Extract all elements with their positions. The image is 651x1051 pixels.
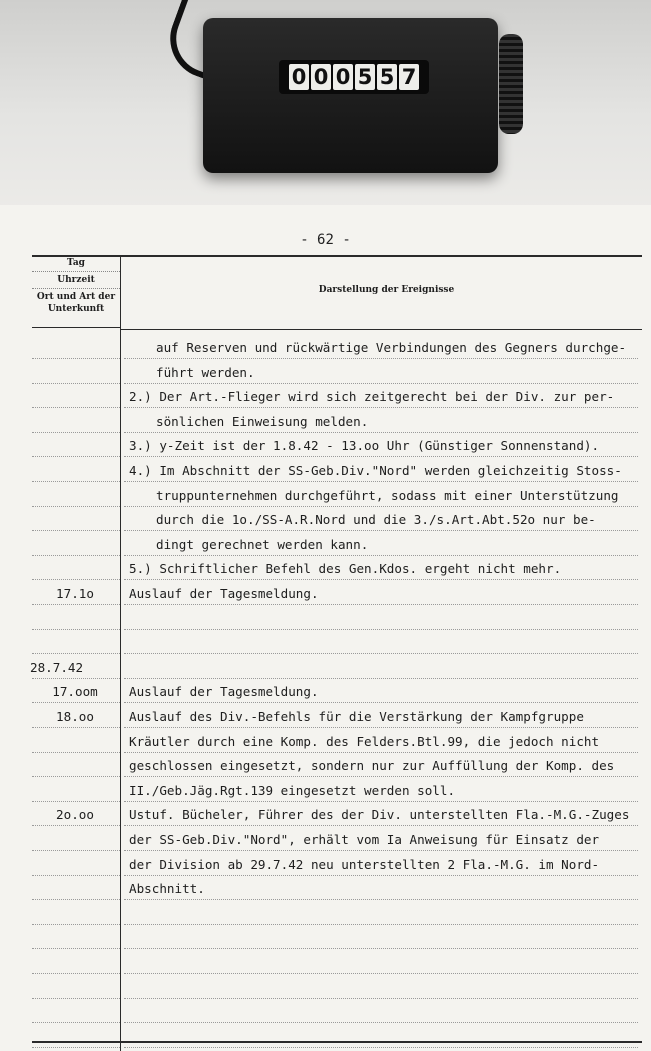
- page-number: - 62 -: [300, 232, 351, 248]
- counter-window: [279, 60, 429, 94]
- table-row: [32, 336, 651, 360]
- row-time: 17.1o: [56, 586, 94, 601]
- row-dotted-rule: [32, 801, 120, 802]
- row-text: geschlossen eingesetzt, sondern nur zur Auffüllung der Komp. des: [129, 758, 615, 774]
- counter-digit: 0: [333, 64, 353, 90]
- row-dotted-rule: [32, 850, 120, 851]
- table-row: [32, 385, 651, 409]
- blank-dotted-rule: [32, 973, 120, 974]
- row-dotted-rule: [124, 579, 638, 580]
- row-text: 4.) Im Abschnitt der SS-Geb.Div."Nord" werden gleichzeitig Stoss-: [129, 463, 622, 478]
- row-text: 5.) Schriftlicher Befehl des Gen.Kdos. ergeht nicht mehr.: [129, 561, 562, 577]
- row-dotted-rule: [32, 727, 120, 728]
- row-dotted-rule: [32, 530, 120, 531]
- row-text: der Division ab 29.7.42 neu unterstellten 2 Fla.-M.G. im Nord-: [129, 856, 600, 872]
- row-dotted-rule: [32, 653, 120, 654]
- row-dotted-rule: [32, 579, 120, 580]
- row-dotted-rule: [124, 825, 638, 826]
- page-bottom-rule: [32, 1041, 642, 1043]
- row-time: 17.oom: [52, 684, 98, 700]
- table-row: [32, 582, 651, 606]
- row-text: durch die 1o./SS-A.R.Nord und die 3./s.Art.Abt.52o nur be-: [156, 512, 596, 528]
- row-dotted-rule: [124, 456, 638, 457]
- row-text: Kräutler durch eine Komp. des Felders.Btl.99, die jedoch nicht: [129, 733, 600, 749]
- table-row: [32, 754, 651, 778]
- row-dotted-rule: [124, 555, 638, 556]
- header-bottom-rule: [32, 327, 121, 328]
- header-bottom-rule-right: [121, 329, 642, 330]
- row-dotted-rule: [32, 383, 120, 384]
- row-dotted-rule: [32, 604, 120, 605]
- row-dotted-rule: [124, 899, 638, 900]
- row-dotted-rule: [124, 776, 638, 777]
- blank-dotted-rule: [124, 973, 638, 974]
- table-row: [32, 434, 651, 458]
- header-uhrzeit: Uhrzeit: [32, 272, 120, 289]
- table-row: [32, 631, 651, 655]
- table-row: [32, 459, 651, 483]
- row-dotted-rule: [32, 776, 120, 777]
- table-row: [32, 730, 651, 754]
- row-text: Abschnitt.: [129, 881, 205, 897]
- blank-dotted-rule: [124, 998, 638, 999]
- row-text: Auslauf der Tagesmeldung.: [129, 586, 319, 601]
- table-row: [32, 853, 651, 877]
- row-dotted-rule: [124, 481, 638, 482]
- header-right-column: Darstellung der Ereignisse: [318, 285, 455, 295]
- row-dotted-rule: [124, 850, 638, 851]
- row-text: Auslauf der Tagesmeldung.: [129, 684, 319, 700]
- table-row: [32, 803, 651, 827]
- table-row: [32, 410, 651, 434]
- header-ort: Ort und Art der Unterkunft: [36, 292, 116, 314]
- row-dotted-rule: [32, 481, 120, 482]
- row-text: 2.) Der Art.-Flieger wird sich zeitgerecht bei der Div. zur per-: [129, 389, 615, 405]
- row-dotted-rule: [124, 653, 638, 654]
- blank-dotted-rule: [32, 924, 120, 925]
- table-row: [32, 680, 651, 704]
- row-dotted-rule: [32, 752, 120, 753]
- row-dotted-rule: [32, 456, 120, 457]
- row-time: 28.7.42: [30, 659, 84, 675]
- row-dotted-rule: [32, 555, 120, 556]
- row-dotted-rule: [32, 702, 120, 703]
- row-text: sönlichen Einweisung melden.: [156, 413, 369, 429]
- row-dotted-rule: [32, 432, 120, 433]
- row-text: Ustuf. Bücheler, Führer des der Div. unterstellten Fla.-M.G.-Zuges: [129, 807, 630, 823]
- table-row: [32, 361, 651, 385]
- page-counter-device: [203, 18, 498, 173]
- row-dotted-rule: [124, 604, 638, 605]
- row-dotted-rule: [32, 407, 120, 408]
- row-dotted-rule: [124, 801, 638, 802]
- table-row: [32, 705, 651, 729]
- table-row: [32, 779, 651, 803]
- row-dotted-rule: [124, 727, 638, 728]
- row-dotted-rule: [124, 358, 638, 359]
- row-dotted-rule: [32, 875, 120, 876]
- counter-digit: 5: [377, 64, 397, 90]
- row-dotted-rule: [32, 678, 120, 679]
- row-dotted-rule: [124, 383, 638, 384]
- row-text: Auslauf des Div.-Befehls für die Verstärkung der Kampfgruppe: [129, 709, 584, 724]
- row-dotted-rule: [32, 358, 120, 359]
- blank-dotted-rule: [32, 948, 120, 949]
- row-dotted-rule: [124, 407, 638, 408]
- counter-digit: 0: [311, 64, 331, 90]
- row-dotted-rule: [124, 432, 638, 433]
- row-dotted-rule: [124, 702, 638, 703]
- blank-dotted-rule: [124, 948, 638, 949]
- row-dotted-rule: [124, 752, 638, 753]
- table-row: [32, 557, 651, 581]
- row-dotted-rule: [32, 506, 120, 507]
- counter-knob: [499, 34, 523, 134]
- row-dotted-rule: [124, 530, 638, 531]
- row-text: dingt gerechnet werden kann.: [156, 536, 369, 552]
- row-text: 3.) y-Zeit ist der 1.8.42 - 13.oo Uhr (Günstiger Sonnenstand).: [129, 438, 600, 454]
- blank-dotted-rule: [124, 1047, 638, 1048]
- row-dotted-rule: [32, 629, 120, 630]
- row-time: 2o.oo: [56, 807, 94, 823]
- header-tag: Tag: [32, 255, 120, 272]
- row-dotted-rule: [124, 629, 638, 630]
- row-text: führt werden.: [156, 364, 255, 380]
- counter-digit: 0: [289, 64, 309, 90]
- blank-dotted-rule: [32, 1047, 120, 1048]
- table-row: [32, 484, 651, 508]
- row-text: II./Geb.Jäg.Rgt.139 eingesetzt werden soll.: [129, 782, 456, 798]
- blank-dotted-rule: [32, 1022, 120, 1023]
- counter-digit: 5: [355, 64, 375, 90]
- row-text: der SS-Geb.Div."Nord", erhält vom Ia Anweisung für Einsatz der: [129, 832, 600, 847]
- blank-dotted-rule: [124, 924, 638, 925]
- blank-dotted-rule: [124, 1022, 638, 1023]
- table-row: [32, 656, 651, 680]
- row-text: truppunternehmen durchgeführt, sodass mit einer Unterstützung: [156, 487, 619, 503]
- table-row: [32, 828, 651, 852]
- row-dotted-rule: [32, 899, 120, 900]
- table-row: [32, 607, 651, 631]
- row-dotted-rule: [32, 825, 120, 826]
- row-dotted-rule: [124, 875, 638, 876]
- table-row: [32, 533, 651, 557]
- counter-digit: 7: [399, 64, 419, 90]
- header-top-rule: [32, 255, 642, 257]
- row-text: auf Reserven und rückwärtige Verbindungen des Gegners durchge-: [156, 340, 627, 355]
- document-page: [0, 205, 651, 1051]
- header-left-column: [32, 255, 120, 317]
- blank-dotted-rule: [32, 998, 120, 999]
- row-dotted-rule: [124, 678, 638, 679]
- table-row: [32, 877, 651, 901]
- row-time: 18.oo: [56, 709, 94, 724]
- table-row: [32, 508, 651, 532]
- row-dotted-rule: [124, 506, 638, 507]
